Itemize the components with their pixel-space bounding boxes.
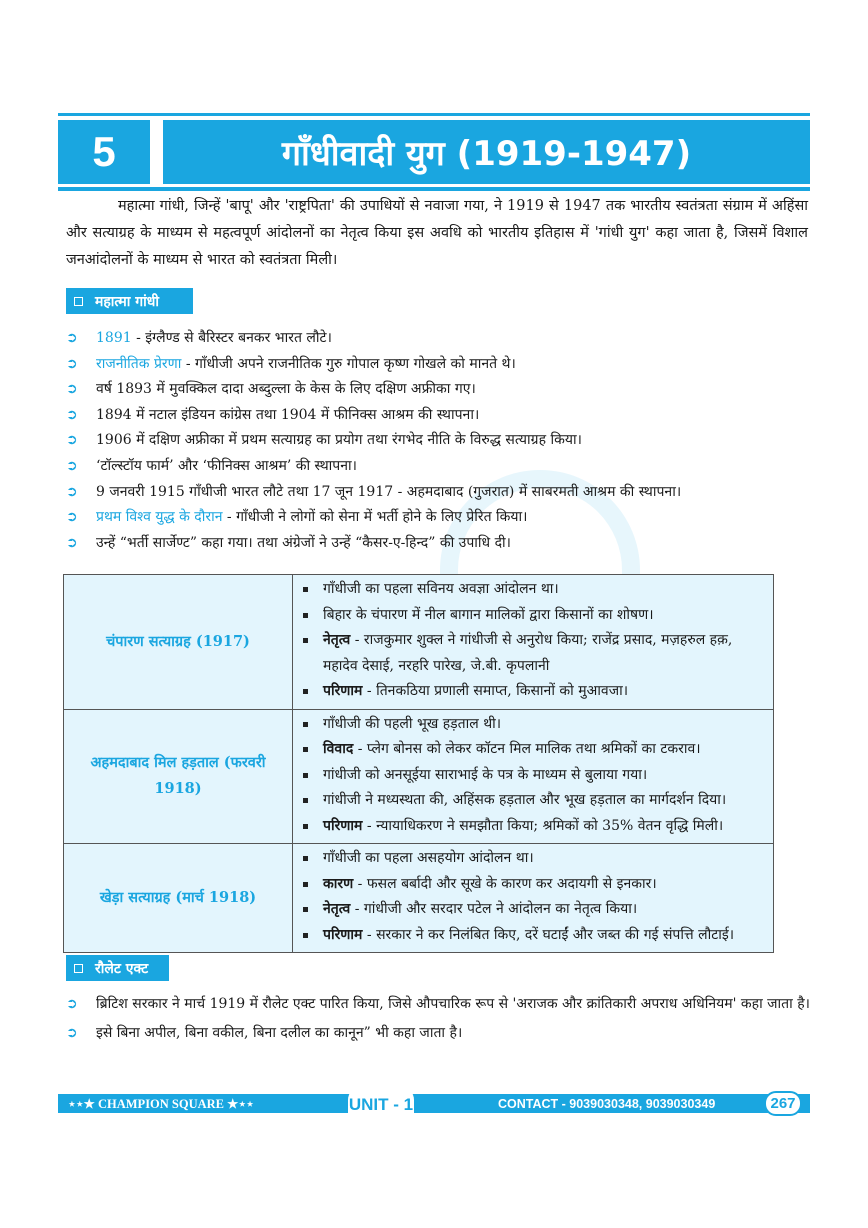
detail-text [323,814,723,840]
list-item-text [96,428,582,454]
list-item [66,480,816,506]
rowlatt-bullet-list [66,990,811,1048]
square-bullet-icon [301,788,323,814]
highlight-text: राजनीतिक प्रेरणा [96,355,182,372]
section-heading-rowlatt-act [66,955,169,981]
detail-text [323,872,657,898]
movement-name: चंपारण सत्याग्रह (1917) [64,575,293,710]
page-number: 267 [764,1091,802,1116]
body-text: ‘टॉल्स्टॉय फार्म’ और ‘फीनिक्स आश्रम’ की स्थापना। [96,457,357,474]
detail-text [323,628,767,679]
movement-name: खेड़ा सत्याग्रह (मार्च 1918) [64,844,293,953]
movement-details [293,844,774,953]
detail-body: - तिनकठिया प्रणाली समाप्त, किसानों को मुआवजा। [362,683,629,699]
detail-text [323,577,559,603]
list-item [66,1019,811,1048]
curved-arrow-icon: ➲ [66,534,78,551]
list-item [66,326,816,352]
list-item [66,531,816,557]
detail-body: - सरकार ने कर निलंबित किए, दरें घटाईं और जब्त की गई संपत्ति लौटाई। [362,926,735,943]
body-text: ब्रिटिश सरकार ने मार्च 1919 में रौलेट एक्ट पारित किया, जिसे औपचारिक रूप से 'अराजक और क्रांतिकारी अपराध अधिनियम' कहा जाता है। [96,996,810,1012]
list-item-text [96,505,527,531]
detail-text [323,737,701,763]
curved-arrow-icon: ➲ [66,1025,78,1041]
detail-body: - प्लेग बोनस को लेकर कॉटन मिल मालिक तथा श्रमिकों का टकराव। [353,741,701,757]
square-bullet-icon [301,712,323,738]
square-bullet-icon [301,628,323,679]
detail-text [323,923,734,949]
body-text: 1894 में नटाल इंडियन कांग्रेस तथा 1904 में फीनिक्स आश्रम की स्थापना। [96,406,480,423]
detail-keyword: परिणाम [323,926,363,943]
detail-item [301,788,767,814]
detail-item [301,603,767,629]
detail-item [301,679,767,705]
movements-table [63,574,774,953]
detail-text [323,846,534,872]
detail-body: गाँधीजी का पहला सविनय अवज्ञा आंदोलन था। [323,581,559,597]
detail-text [323,897,637,923]
detail-body: - गांधीजी और सरदार पटेल ने आंदोलन का नेतृत्व किया। [350,901,638,917]
checkbox-square-icon [74,297,83,306]
table-row [64,709,774,844]
list-item-text [96,352,516,378]
list-item [66,377,816,403]
detail-body: गाँधीजी की पहली भूख हड़ताल थी। [323,715,502,732]
square-bullet-icon [301,603,323,629]
detail-item [301,814,767,840]
movement-details [293,575,774,710]
list-item [66,403,816,429]
detail-text [323,679,628,705]
detail-body: - न्यायाधिकरण ने समझौता किया; श्रमिकों को 35% वेतन वृद्धि मिली। [362,817,724,834]
curved-arrow-icon: ➲ [66,381,78,398]
detail-item [301,923,767,949]
detail-item [301,628,767,679]
header-rule-top [58,113,810,116]
detail-item [301,577,767,603]
footer-brand: ⋆⋆★ CHAMPION SQUARE ★⋆⋆ [68,1096,255,1111]
list-item [66,352,816,378]
square-bullet-icon [301,872,323,898]
movement-details [293,709,774,844]
list-item-text [96,377,476,403]
footer-contact: CONTACT - 9039030348, 9039030349 [498,1096,716,1111]
detail-item [301,846,767,872]
table-row [64,844,774,953]
page-footer [58,1094,810,1113]
body-text: 9 जनवरी 1915 गाँधीजी भारत लौटे तथा 17 जून 1917 - अहमदाबाद (गुजरात) में साबरमती आश्रम की स्थापना। [96,483,682,500]
detail-item [301,763,767,789]
curved-arrow-icon: ➲ [66,457,78,474]
list-item-text [96,326,332,352]
body-text: वर्ष 1893 में मुवक्किल दादा अब्दुल्ला के केस के लिए दक्षिण अफ्रीका गए। [96,381,476,398]
curved-arrow-icon: ➲ [66,355,78,372]
detail-item [301,897,767,923]
list-item [66,990,811,1019]
detail-list [293,575,773,709]
list-item-text [96,531,511,557]
square-bullet-icon [301,737,323,763]
section-heading-label: रौलेट एक्ट [95,960,149,977]
square-bullet-icon [301,923,323,949]
detail-text [323,788,726,814]
body-text: 1906 में दक्षिण अफ्रीका में प्रथम सत्याग्रह का प्रयोग तथा रंगभेद नीति के विरुद्ध सत्याग्रह किया। [96,432,582,449]
detail-body: बिहार के चंपारण में नील बागान मालिकों द्वारा किसानों का शोषण। [323,606,654,623]
square-bullet-icon [301,763,323,789]
detail-list [293,844,773,952]
footer-unit: UNIT - 1 [348,1086,414,1116]
checkbox-square-icon [74,964,83,973]
body-text: - गाँधीजी अपने राजनीतिक गुरु गोपाल कृष्ण गोखले को मानते थे। [181,355,516,372]
detail-text [323,712,501,738]
detail-body: गांधीजी ने मध्यस्थता की, अहिंसक हड़ताल और भूख हड़ताल का मार्गदर्शन दिया। [323,792,727,808]
detail-keyword: परिणाम [323,683,363,699]
curved-arrow-icon: ➲ [66,330,78,346]
highlight-text: प्रथम विश्व युद्ध के दौरान [96,509,223,526]
section-heading-mahatma-gandhi [66,288,193,314]
body-text: - गाँधीजी ने लोगों को सेना में भर्ती होने के लिए प्रेरित किया। [222,509,528,526]
detail-keyword: कारण [323,875,354,892]
detail-body: - राजकुमार शुक्ल ने गांधीजी से अनुरोध किया; राजेंद्र प्रसाद, मज़हरुल हक़, महादेव देसाई, नरहरि पारेख, जे.बी. कृपलानी [323,632,733,674]
curved-arrow-icon: ➲ [66,406,78,423]
intro-paragraph: महात्मा गांधी, जिन्हें 'बापू' और 'राष्ट्रपिता' की उपाधियों से नवाजा गया, ने 1919 से 1947 तक भारतीय स्वतंत्रता संग्राम में अहिंसा और सत्याग्रह के माध्यम से महत्वपूर्ण आंदोलनों का नेतृत्व किया इस अवधि को भारतीय इतिहास में 'गांधी युग' कहा जाता है, जिसमें विशाल जनआंदोलनों के माध्यम से भारत को स्वतंत्रता मिली। [66,198,808,268]
list-item-text [96,480,681,506]
detail-keyword: नेतृत्व [323,632,351,648]
detail-text [323,603,654,629]
header-rule-bottom [58,187,810,191]
detail-text [323,763,647,789]
square-bullet-icon [301,679,323,705]
list-item [66,428,816,454]
square-bullet-icon [301,577,323,603]
detail-body: - फसल बर्बादी और सूखे के कारण कर अदायगी से इनकार। [353,875,657,892]
highlight-text: 1891 [96,330,132,346]
curved-arrow-icon: ➲ [66,432,78,449]
body-text: उन्हें “भर्ती सार्जेण्ट” कहा गया। तथा अंग्रेजों ने उन्हें “कैसर-ए-हिन्द” की उपाधि दी। [96,534,511,551]
detail-item [301,737,767,763]
body-text: - इंग्लैण्ड से बैरिस्टर बनकर भारत लौटे। [131,330,332,346]
gandhi-bullet-list [66,326,816,556]
detail-keyword: विवाद [323,741,354,757]
list-item [66,505,816,531]
list-item-text [96,454,357,480]
chapter-title: गाँधीवादी युग (1919-1947) [163,120,810,184]
movement-name: अहमदाबाद मिल हड़ताल (फरवरी 1918) [64,709,293,844]
curved-arrow-icon: ➲ [66,996,78,1012]
table-row [64,575,774,710]
detail-item [301,712,767,738]
square-bullet-icon [301,814,323,840]
list-item-text [96,403,479,429]
list-item [66,454,816,480]
detail-body: गाँधीजी का पहला असहयोग आंदोलन था। [323,850,534,866]
curved-arrow-icon: ➲ [66,509,78,526]
detail-item [301,872,767,898]
body-text: इसे बिना अपील, बिना वकील, बिना दलील का कानून” भी कहा जाता है। [96,1025,463,1041]
detail-keyword: नेतृत्व [323,901,351,917]
detail-list [293,710,773,844]
section-heading-label: महात्मा गांधी [95,293,159,310]
curved-arrow-icon: ➲ [66,483,78,500]
square-bullet-icon [301,897,323,923]
detail-body: गांधीजी को अनसूईया साराभाई के पत्र के माध्यम से बुलाया गया। [323,766,648,783]
square-bullet-icon [301,846,323,872]
chapter-number: 5 [58,120,150,184]
detail-keyword: परिणाम [323,817,363,834]
